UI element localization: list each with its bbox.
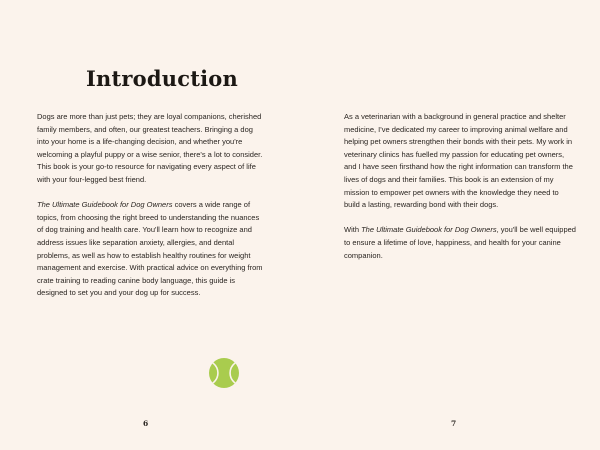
page-number-right: 7 xyxy=(451,419,457,428)
page-number-left: 6 xyxy=(143,419,149,428)
intro-paragraph-2-text: covers a wide range of topics, from choosing the right breed to understanding the nuances of dog training and health care. You'll learn how to recognize and address issues like separation anxiety, allergies, and dental problems, as well as how to establish healthy routines for weight management and exercise. With practical advice on everything from crate training to reading canine body language, this guide is designed to set you and your dog up for success. xyxy=(37,200,263,298)
left-body-text xyxy=(37,111,265,313)
chapter-title: Introduction xyxy=(86,66,238,91)
right-body-text xyxy=(344,111,576,275)
book-title-italic: The Ultimate Guidebook for Dog Owners xyxy=(37,200,173,210)
right-page xyxy=(300,0,600,450)
tennis-ball-icon xyxy=(208,357,240,389)
intro-paragraph-1: Dogs are more than just pets; they are loyal companions, cherished family members, and often, our greatest teachers. Bringing a dog into your home is a life-changing decision, and whether you're welcoming a playful puppy or a wise senior, there's a lot to consider. This book is your go-to resource for navigating every aspect of life with your four-legged best friend. xyxy=(37,112,263,184)
author-paragraph-2-text: , you'll be well equipped to ensure a lifetime of love, happiness, and health for your canine companion. xyxy=(344,225,576,260)
book-title-italic: The Ultimate Guidebook for Dog Owners xyxy=(361,225,497,235)
author-paragraph-1: As a veterinarian with a background in general practice and shelter medicine, I've dedicated my career to improving animal welfare and helping pet owners strengthen their bonds with their pets. My work in veterinary clinics has fuelled my passion for educating pet owners, and I have seen firsthand how the right information can transform the lives of dogs and their families. This book is an extension of my mission to empower pet owners with the knowledge they need to build a lasting, rewarding bond with their dogs. xyxy=(344,112,573,210)
intro-paragraph-2 xyxy=(37,199,265,300)
author-paragraph-2 xyxy=(344,224,576,262)
author-paragraph-2-prefix: With xyxy=(344,225,362,235)
